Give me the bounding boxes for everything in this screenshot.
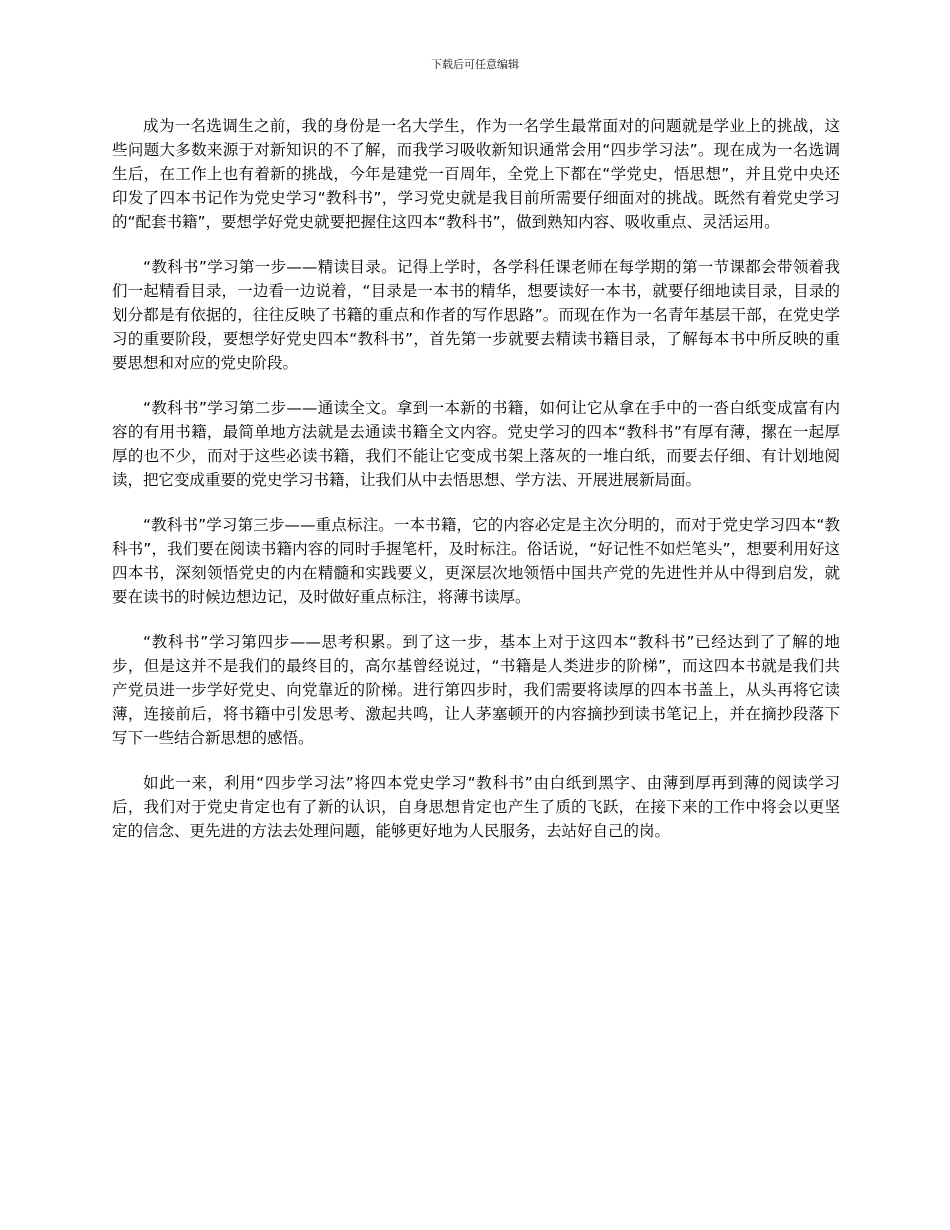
paragraph-1: 成为一名选调生之前，我的身份是一名大学生，作为一名学生最常面对的问题就是学业上的挑战，这些问题大多数来源于对新知识的不了解，而我学习吸收新知识通常会用“四步学习法”。现在成为一名选调生后，在工作上也有着新的挑战，今年是建党一百周年，全党上下都在“学党史，悟思想”，并且党中央还印发了四本书记作为党史学习“教科书”，学习党史就是我目前所需要仔细面对的挑战。既然有着党史学习的“配套书籍”，要想学好党史就要把握住这四本“教科书”，做到熟知内容、吸收重点、灵活运用。 <box>112 117 840 231</box>
document-body <box>112 114 840 864</box>
paragraph-4: “教科书”学习第三步——重点标注。一本书籍，它的内容必定是主次分明的，而对于党史学习四本“教科书”，我们要在阅读书籍内容的同时手握笔杆，及时标注。俗话说，“好记性不如烂笔头”，想要利用好这四本书，深刻领悟党史的内在精髓和实践要义，更深层次地领悟中国共产党的先进性并从中得到启发，就要在读书的时候边想边记，及时做好重点标注，将薄书读厚。 <box>112 516 840 606</box>
paragraph-3: “教科书”学习第二步——通读全文。拿到一本新的书籍，如何让它从拿在手中的一沓白纸变成富有内容的有用书籍，最简单地方法就是去通读书籍全文内容。党史学习的四本“教科书”有厚有薄，摞在一起厚厚的也不少，而对于这些必读书籍，我们不能让它变成书架上落灰的一堆白纸，而要去仔细、有计划地阅读，把它变成重要的党史学习书籍，让我们从中去悟思想、学方法、开展进展新局面。 <box>112 399 840 489</box>
page-header: 下载后可任意编辑 <box>431 58 519 71</box>
paragraph-2: “教科书”学习第一步——精读目录。记得上学时，各学科任课老师在每学期的第一节课都会带领着我们一起精看目录，一边看一边说着，“目录是一本书的精华，想要读好一本书，就要仔细地读目录，目录的划分都是有依据的，往往反映了书籍的重点和作者的写作思路”。而现在作为一名青年基层干部，在党史学习的重要阶段，要想学好党史四本“教科书”，首先第一步就要去精读书籍目录，了解每本书中所反映的重要思想和对应的党史阶段。 <box>112 258 840 372</box>
paragraph-5: “教科书”学习第四步——思考积累。到了这一步，基本上对于这四本“教科书”已经达到了了解的地步，但是这并不是我们的最终目的，高尔基曾经说过，“书籍是人类进步的阶梯”，而这四本书就是我们共产党员进一步学好党史、向党靠近的阶梯。进行第四步时，我们需要将读厚的四本书盖上，从头再将它读薄，连接前后，将书籍中引发思考、激起共鸣，让人茅塞顿开的内容摘抄到读书笔记上，并在摘抄段落下写下一些结合新思想的感悟。 <box>112 633 840 747</box>
paragraph-6: 如此一来，利用“四步学习法”将四本党史学习“教科书”由白纸到黑字、由薄到厚再到薄的阅读学习后，我们对于党史肯定也有了新的认识，自身思想肯定也产生了质的飞跃，在接下来的工作中将会以更坚定的信念、更先进的方法去处理问题，能够更好地为人民服务，去站好自己的岗。 <box>112 774 840 840</box>
